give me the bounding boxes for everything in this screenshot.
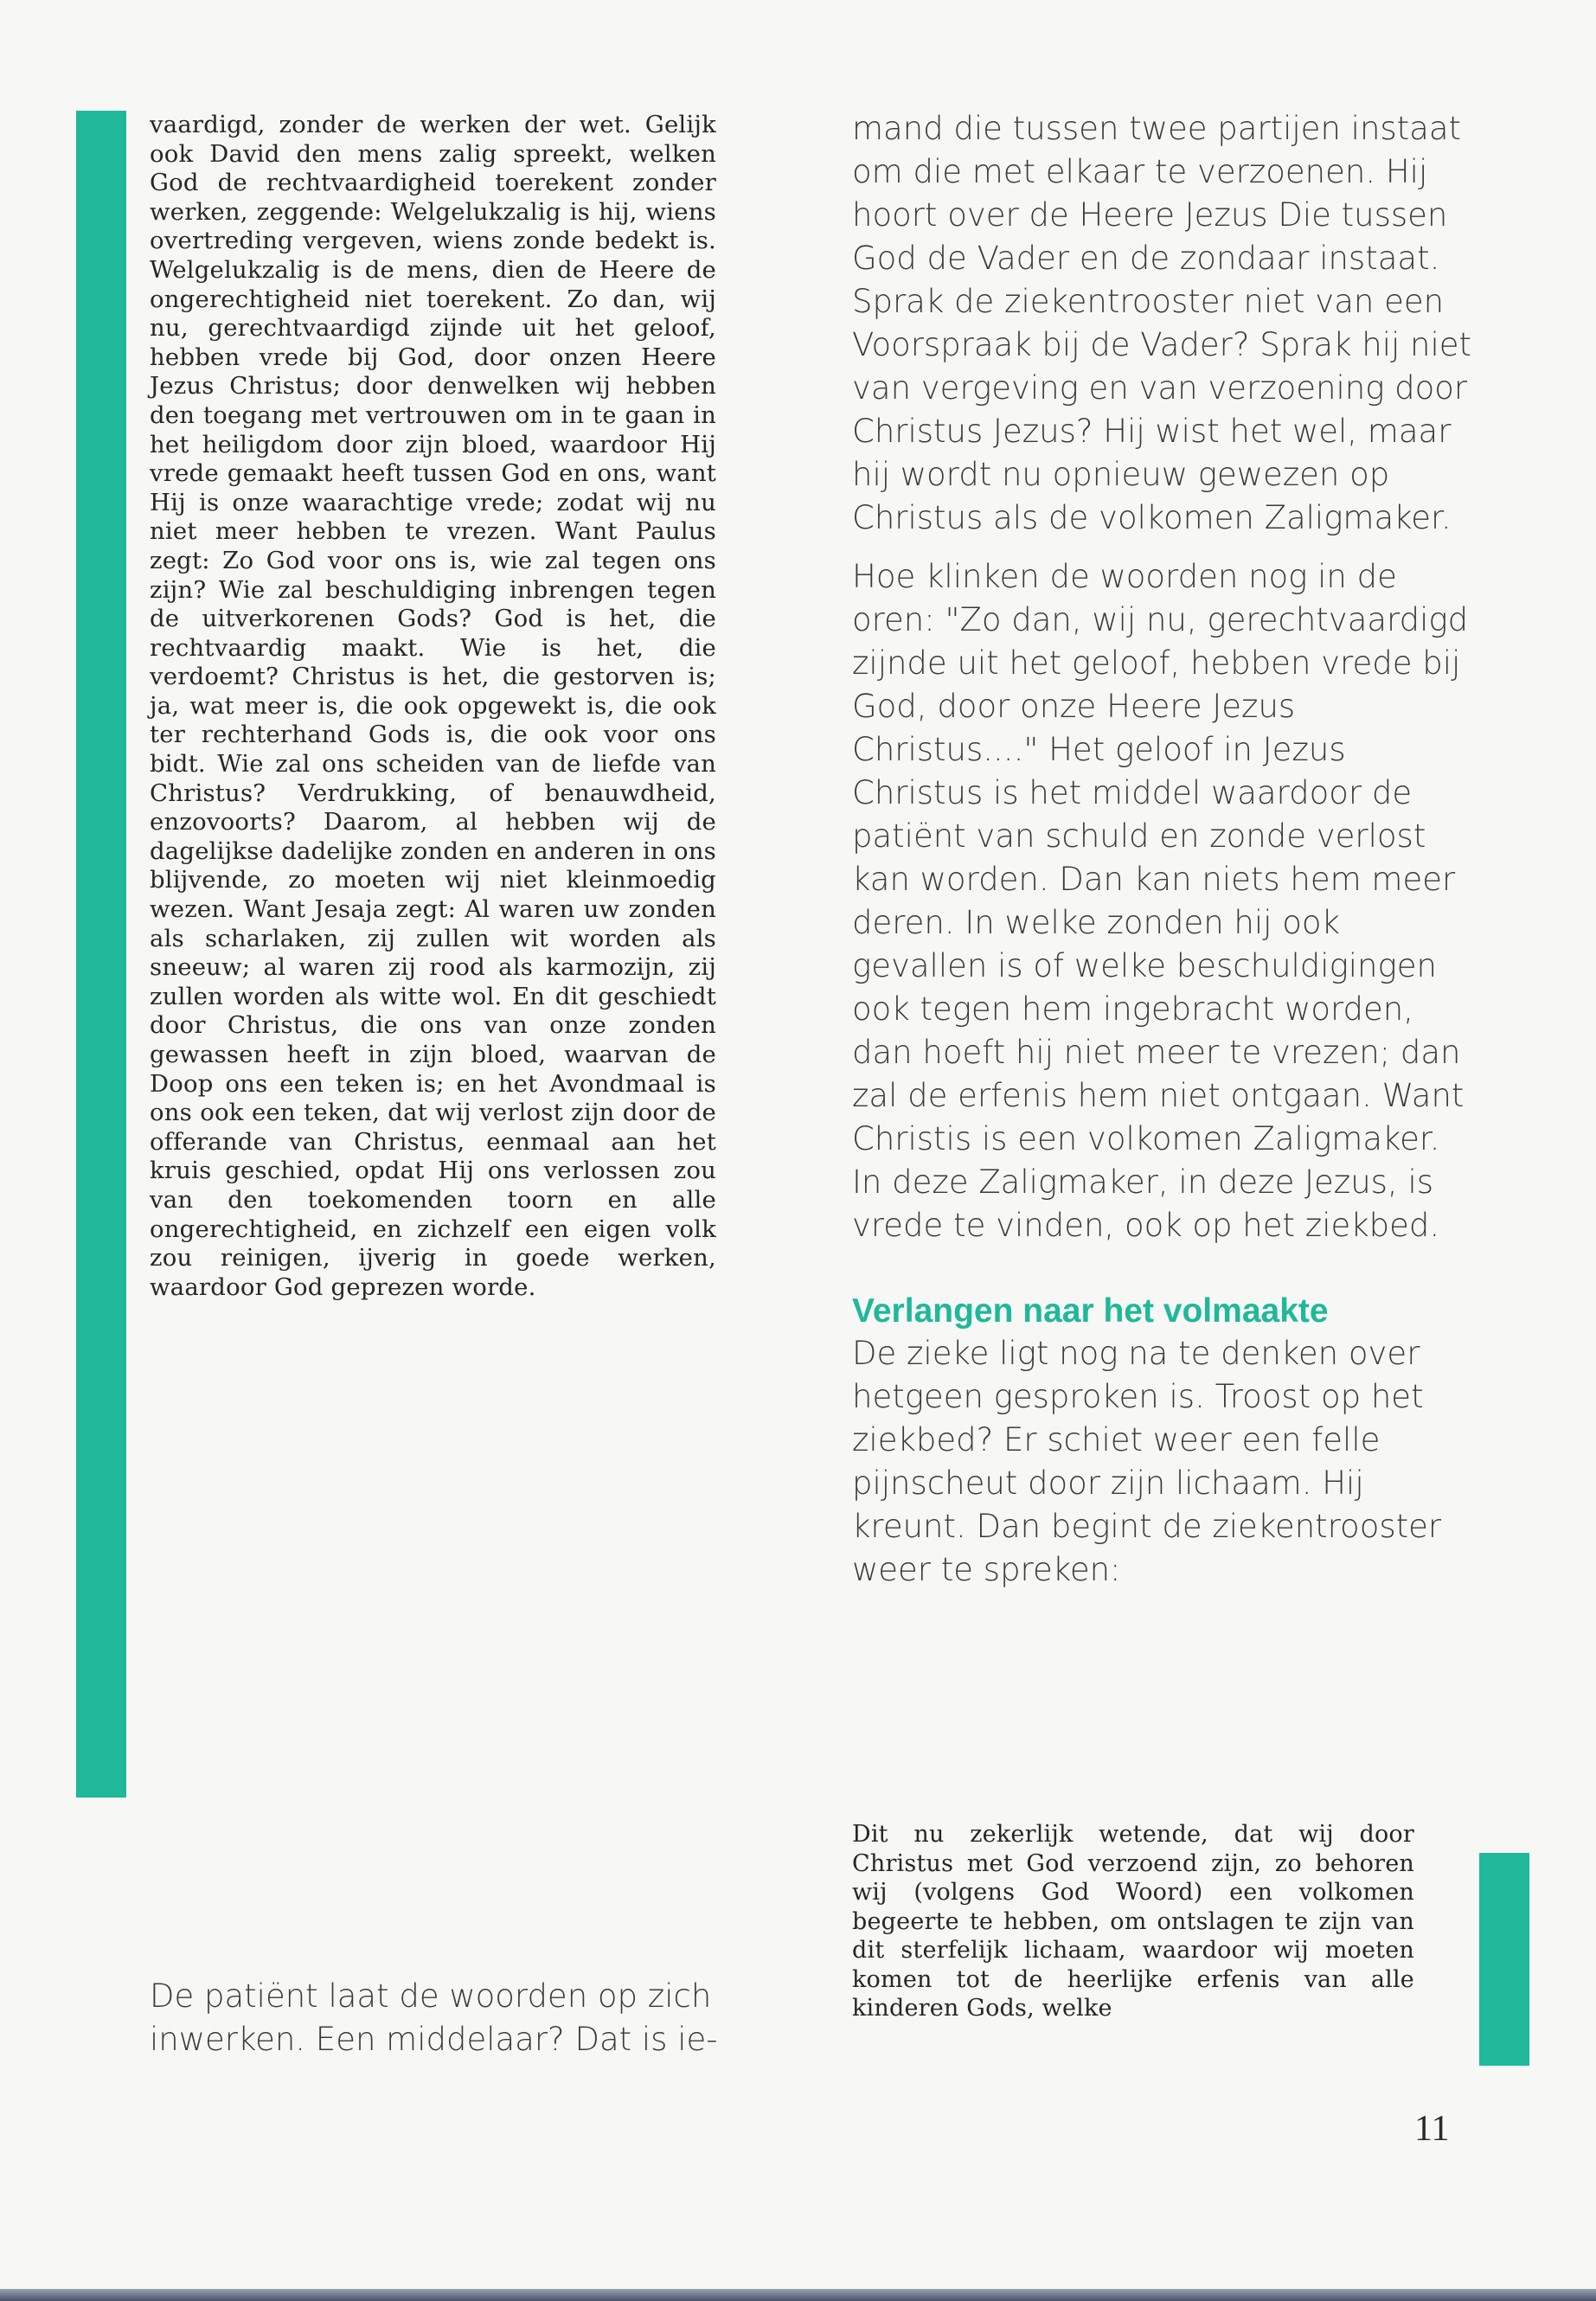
section-heading: Verlangen naar het volmaakte [852,1292,1329,1330]
page-bottom-edge [0,2289,1596,2301]
right-column [852,107,1475,1592]
accent-bar-right [1479,1853,1529,2066]
accent-bar-left [76,111,126,1798]
paragraph-3: De zieke ligt nog na te denken over hetgeen gesproken is. Troost op het ziekbed? Er schiet weer een felle pijnscheut door zijn lichaam. Hij kreunt. Dan begint de ziekentrooster weer te spreken: [852,1335,1442,1588]
paragraph-1: mand die tussen twee partijen instaat om die met elkaar te verzoenen. Hij hoort over de Heere Jezus Die tussen God de Vader en de zondaar instaat. Sprak de ziekentrooster niet van een Voorspraak bij de Vader? Sprak hij niet van vergeving en van verzoening door Christus Jezus? Hij wist het wel, maar hij wordt nu opnieuw gewezen op Christus als de volkomen Zaligmaker. [852,110,1472,536]
paragraph-2: Hoe klinken de woorden nog in de oren: "Zo dan, wij nu, gerechtvaardigd zijnde uit het geloof, hebben vrede bij God, door onze Heere Jezus Christus...." Het geloof in Jezus Christus is het middel waardoor de patiënt van schuld en zonde verlost kan worden. Dan kan niets hem meer deren. In welke zonden hij ook gevallen is of welke beschuldigingen ook tegen hem ingebracht worden, dan hoeft hij niet meer te vrezen; dan zal de erfenis hem niet ontgaan. Want Christis is een volkomen Zaligmaker. In deze Zaligmaker, in deze Jezus, is vrede te vinden, ook op het ziekbed. [852,558,1469,1244]
page-number: 11 [1414,2109,1450,2149]
quote-block-left: vaardigd, zonder de werken der wet. Gelijk ook David den mens zalig spreekt, welken God de rechtvaardigheid toerekent zonder werken, zeggende: Welgelukzalig is hij, wiens overtreding vergeven, wiens zonde bedekt is. Welgelukzalig is de mens, dien de Heere de ongerechtigheid niet toerekent. Zo dan, wij nu, gerechtvaardigd zijnde uit het geloof, hebben vrede bij God, door onzen Heere Jezus Christus; door denwelken wij hebben den toegang met vertrouwen om in te gaan in het heiligdom door zijn bloed, waardoor Hij vrede gemaakt heeft tussen God en ons, want Hij is onze waarachtige vrede; zodat wij nu niet meer hebben te vrezen. Want Paulus zegt: Zo God voor ons is, wie zal tegen ons zijn? Wie zal beschuldiging inbrengen tegen de uitverkorenen Gods? God is het, die rechtvaardig maakt. Wie is het, die verdoemt? Christus is het, die gestorven is; ja, wat meer is, die ook opgewekt is, die ook ter rechterhand Gods is, die ook voor ons bidt. Wie zal ons scheiden van de liefde van Christus? Verdrukking, of benauwdheid, enzovoorts? Daarom, al hebben wij de dagelijkse dadelijke zonden en anderen in ons blijvende, zo moeten wij niet kleinmoedig wezen. Want Jesaja zegt: Al waren uw zonden als scharlaken, zij zullen wit worden als sneeuw; al waren zij rood als karmozijn, zij zullen worden als witte wol. En dit geschiedt door Christus, die ons van onze zonden gewassen heeft in zijn bloed, waarvan de Doop ons een teken is; en het Avondmaal is ons ook een teken, dat wij verlost zijn door de offerande van Christus, eenmaal aan het kruis geschied, opdat Hij ons verlossen zou van den toekomenden toorn en alle ongerechtigheid, en zichzelf een eigen volk zou reinigen, ijverig in goede werken, waardoor God geprezen worde. [150,111,716,1301]
left-bottom-text: De patiënt laat de woorden op zich inwerken. Een middelaar? Dat is ie- [150,1977,718,2058]
quote-block-right: Dit nu zekerlijk wetende, dat wij door Christus met God verzoend zijn, zo behoren wij (volgens God Woord) een volkomen begeerte te hebben, om ontslagen te zijn van dit sterfelijk lichaam, waardoor wij moeten komen tot de heerlijke erfenis van alle kinderen Gods, welke [852,1821,1414,2022]
